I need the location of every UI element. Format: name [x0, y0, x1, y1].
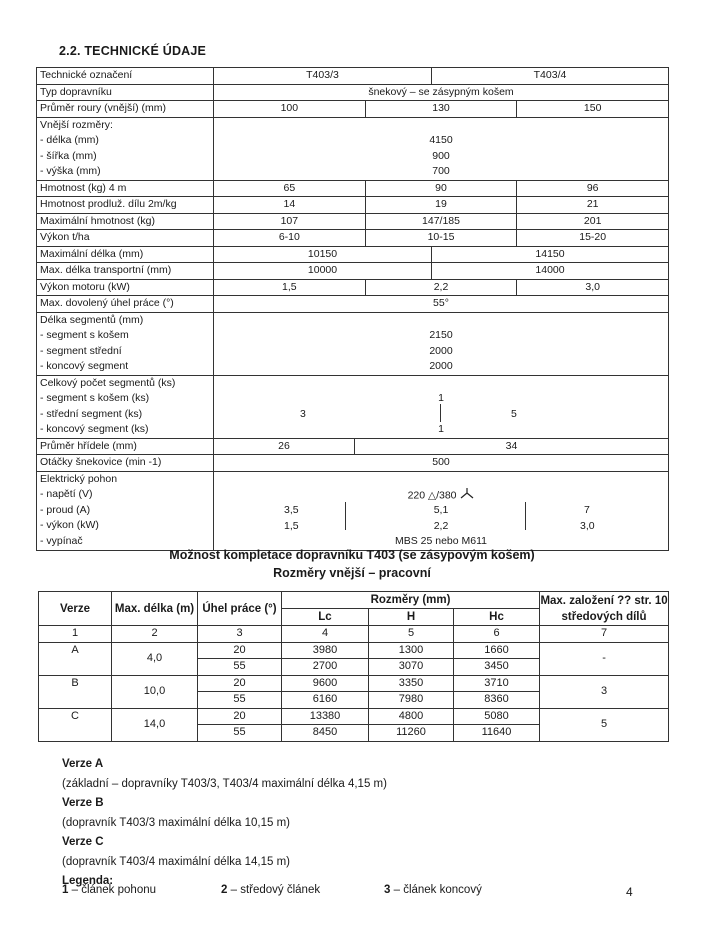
version-cell: C [39, 708, 112, 741]
spec-value: 10000 [214, 263, 432, 280]
spec-value: 14150 [432, 246, 669, 263]
spec-value: 26 [214, 439, 355, 455]
spec-value: 107 [280, 214, 299, 227]
h-cell: 3070 [369, 659, 454, 676]
legend-item [221, 884, 320, 896]
legend-text: – článek koncový [390, 884, 482, 896]
spec-value: 10-15 [365, 230, 518, 246]
spec-value: šnekový – se zásypným košem [214, 84, 669, 101]
divider [440, 404, 441, 422]
header-rozmery: Rozměry (mm) [282, 592, 540, 609]
spec-row-max-delka-transp [37, 263, 669, 280]
angle-cell: 55 [198, 725, 282, 742]
spec-value: 4150 [429, 134, 453, 146]
column-number: 6 [454, 626, 540, 643]
spec-sublabel: - napětí (V) [40, 488, 93, 500]
spec-label: Maximální hmotnost (kg) [37, 213, 214, 230]
spec-sublabel: - proud (A) [40, 503, 91, 516]
length-cell: 14,0 [112, 708, 198, 741]
spec-row-pocet-segmentu [37, 375, 669, 438]
spec-value: 2000 [429, 344, 453, 357]
spec-header-row [37, 68, 669, 85]
spec-value: 3,0 [580, 519, 595, 532]
spec-value: 14000 [432, 263, 669, 280]
spec-sublabel: - délka (mm) [40, 134, 99, 146]
hc-cell: 5080 [454, 708, 540, 725]
spec-row-otacky [37, 455, 669, 472]
section-title: 2.2. TECHNICKÉ ÚDAJE [59, 44, 207, 58]
note-title: Verze C [62, 836, 104, 848]
table-row [39, 642, 669, 659]
spec-value: 150 [583, 102, 602, 114]
note-text: (základní – dopravníky T403/3, T403/4 maximální délka 4,15 m) [62, 777, 387, 790]
hc-cell: 3710 [454, 675, 540, 692]
legend-number: 3 [384, 884, 391, 896]
spec-row-pohon [37, 471, 669, 550]
spec-value: 5 [511, 407, 517, 420]
spec-row-uhel [37, 296, 669, 313]
voltage-value: 220 △/380 [407, 489, 457, 502]
version-cell: B [39, 675, 112, 708]
spec-value: 10150 [214, 246, 432, 263]
h-cell: 11260 [369, 725, 454, 742]
table-row [39, 675, 669, 692]
legend-title: Legenda: [62, 875, 114, 887]
spec-sublabel: - vypínač [40, 534, 83, 547]
zalozeni-cell: 5 [540, 708, 669, 741]
angle-cell: 20 [198, 708, 282, 725]
spec-value: 500 [214, 455, 669, 472]
spec-row-vykon [37, 230, 669, 247]
column-number: 2 [112, 626, 198, 643]
spec-label: Délka segmentů (mm) [40, 313, 144, 326]
note-text: (dopravník T403/3 maximální délka 10,15 m) [62, 816, 290, 829]
spec-row-delka-segmentu [37, 312, 669, 375]
spec-value: 3,5 [284, 503, 299, 516]
spec-value: 14 [283, 198, 296, 210]
version-header-row [39, 592, 669, 609]
spec-label: Výkon motoru (kW) [37, 279, 214, 296]
spec-row-max-delka [37, 246, 669, 263]
spec-value: 2150 [429, 329, 453, 341]
lc-cell: 9600 [282, 675, 369, 692]
lc-cell: 3980 [282, 642, 369, 659]
header-uhel: Úhel práce (°) [198, 592, 282, 626]
hc-cell: 11640 [454, 725, 540, 742]
note-text: (dopravník T403/4 maximální délka 14,15 m) [62, 855, 290, 868]
spec-value: 21 [586, 198, 599, 210]
note-title: Verze B [62, 797, 104, 809]
section-subheading: Rozměry vnější – pracovní [273, 566, 431, 580]
header-verze: Verze [39, 592, 112, 626]
version-table [38, 591, 669, 742]
column-number: 1 [39, 626, 112, 643]
legend-item [62, 884, 156, 896]
column-number: 5 [369, 626, 454, 643]
hc-cell: 3450 [454, 659, 540, 676]
spec-value: 130 [365, 101, 518, 117]
spec-value-group [214, 471, 669, 550]
spec-value: 2000 [429, 360, 453, 372]
spec-value: 1,5 [282, 280, 297, 293]
spec-value: 700 [432, 165, 450, 177]
length-cell: 4,0 [112, 642, 198, 675]
spec-label: Hmotnost prodluž. dílu 2m/kg [37, 197, 214, 214]
angle-cell: 55 [198, 692, 282, 709]
column-number: 3 [198, 626, 282, 643]
spec-row-hmotnost [37, 180, 669, 197]
spec-row-max-hmotnost [37, 213, 669, 230]
spec-value: 90 [365, 181, 518, 197]
h-cell: 1300 [369, 642, 454, 659]
spec-value: MBS 25 nebo M611 [394, 534, 488, 547]
spec-value: 147/185 [365, 214, 518, 230]
h-cell: 3350 [369, 675, 454, 692]
spec-row-prumer-hridele [37, 438, 669, 455]
spec-value: 2,2 [365, 280, 518, 296]
spec-label: Výkon t/ha [37, 230, 214, 247]
model-t403-4: T403/4 [432, 68, 669, 85]
spec-sublabel: - koncový segment (ks) [40, 423, 149, 435]
angle-cell: 20 [198, 642, 282, 659]
spec-row-prumer-roury [37, 101, 669, 118]
spec-label-group [37, 471, 214, 550]
spec-value: 201 [583, 214, 602, 227]
section-heading: Možnost kompletace dopravníku T403 (se zásypovým košem) [169, 548, 535, 562]
spec-label: Elektrický pohon [40, 472, 118, 485]
zalozeni-cell: - [540, 642, 669, 675]
spec-label-group [37, 117, 214, 180]
lc-cell: 8450 [282, 725, 369, 742]
spec-value: 96 [586, 181, 599, 194]
note-title: Verze A [62, 758, 104, 770]
h-cell: 4800 [369, 708, 454, 725]
header-lc: Lc [282, 609, 369, 626]
header-zalozeni: Max. založení ?? str. 10 středových dílů [540, 592, 669, 626]
page-number: 4 [626, 885, 633, 899]
spec-value: 15-20 [579, 231, 607, 243]
spec-sublabel: - segment s košem (ks) [40, 392, 150, 404]
spec-label: Max. délka transportní (mm) [37, 263, 214, 280]
spec-value-group [214, 312, 669, 375]
length-cell: 10,0 [112, 675, 198, 708]
spec-label: Otáčky šnekovice (min -1) [37, 455, 214, 472]
spec-sublabel: - výška (mm) [40, 165, 101, 177]
spec-value: 900 [432, 149, 450, 162]
spec-value: 19 [365, 197, 518, 213]
spec-row-rozmery [37, 117, 669, 180]
spec-value: 34 [505, 439, 518, 452]
spec-sublabel: - segment s košem [40, 329, 129, 341]
header-hc: Hc [454, 609, 540, 626]
legend-text: – středový článek [227, 884, 321, 896]
spec-value: 1 [438, 422, 444, 435]
spec-label-group [37, 312, 214, 375]
legend-number: 1 [62, 884, 69, 896]
spec-sublabel: - střední segment (ks) [40, 407, 143, 420]
spec-value: 7 [584, 503, 590, 516]
lc-cell: 2700 [282, 659, 369, 676]
spec-sublabel: - koncový segment [40, 360, 129, 372]
spec-label: Typ dopravníku [37, 84, 214, 101]
model-t403-3: T403/3 [214, 68, 432, 85]
technical-spec-table [36, 67, 669, 551]
spec-label: Vnější rozměry: [40, 118, 113, 131]
spec-value: 6-10 [278, 231, 300, 243]
spec-value: 100 [280, 102, 299, 114]
zalozeni-cell: 3 [540, 675, 669, 708]
divider [525, 502, 526, 530]
lc-cell: 6160 [282, 692, 369, 709]
spec-value: 2,2 [433, 519, 449, 532]
angle-cell: 55 [198, 659, 282, 676]
spec-value-group [214, 117, 669, 180]
spec-label: Celkový počet segmentů (ks) [40, 376, 176, 389]
version-cell: A [39, 642, 112, 675]
column-number: 7 [540, 626, 669, 643]
spec-value: 3 [300, 407, 306, 420]
spec-value: 1,5 [284, 519, 299, 532]
legend-item [384, 884, 482, 896]
hc-cell: 8360 [454, 692, 540, 709]
table-row [39, 708, 669, 725]
spec-row-vykon-motoru [37, 279, 669, 296]
spec-sublabel: - výkon (kW) [40, 519, 99, 531]
column-number-row [39, 626, 669, 643]
angle-cell: 20 [198, 675, 282, 692]
spec-value: 65 [283, 181, 296, 194]
spec-value: 3,0 [585, 280, 600, 293]
spec-label: Max. dovolený úhel práce (°) [37, 296, 214, 313]
star-connection-icon [460, 487, 474, 505]
legend-text: – článek pohonu [68, 884, 157, 896]
lc-cell: 13380 [282, 708, 369, 725]
h-cell: 7980 [369, 692, 454, 709]
spec-value: 55° [214, 296, 669, 313]
spec-value-group [214, 375, 669, 438]
spec-row-hmotnost-prodl [37, 197, 669, 214]
spec-sublabel: - segment střední [40, 344, 122, 357]
divider [345, 502, 346, 530]
spec-label-group [37, 375, 214, 438]
version-notes [62, 755, 387, 892]
spec-label: Průměr hřídele (mm) [37, 438, 214, 455]
spec-value: 1 [438, 391, 444, 404]
column-number: 4 [282, 626, 369, 643]
spec-row-typ [37, 84, 669, 101]
legend-number: 2 [221, 884, 228, 896]
spec-label: Maximální délka (mm) [37, 246, 214, 263]
spec-sublabel: - šířka (mm) [40, 149, 97, 162]
spec-label: Hmotnost (kg) 4 m [37, 180, 214, 197]
spec-value: 5,1 [433, 503, 449, 516]
hc-cell: 1660 [454, 642, 540, 659]
spec-label: Průměr roury (vnější) (mm) [37, 101, 214, 118]
spec-label: Technické označení [37, 68, 214, 85]
header-max-delka: Max. délka (m) [112, 592, 198, 626]
header-h: H [369, 609, 454, 626]
